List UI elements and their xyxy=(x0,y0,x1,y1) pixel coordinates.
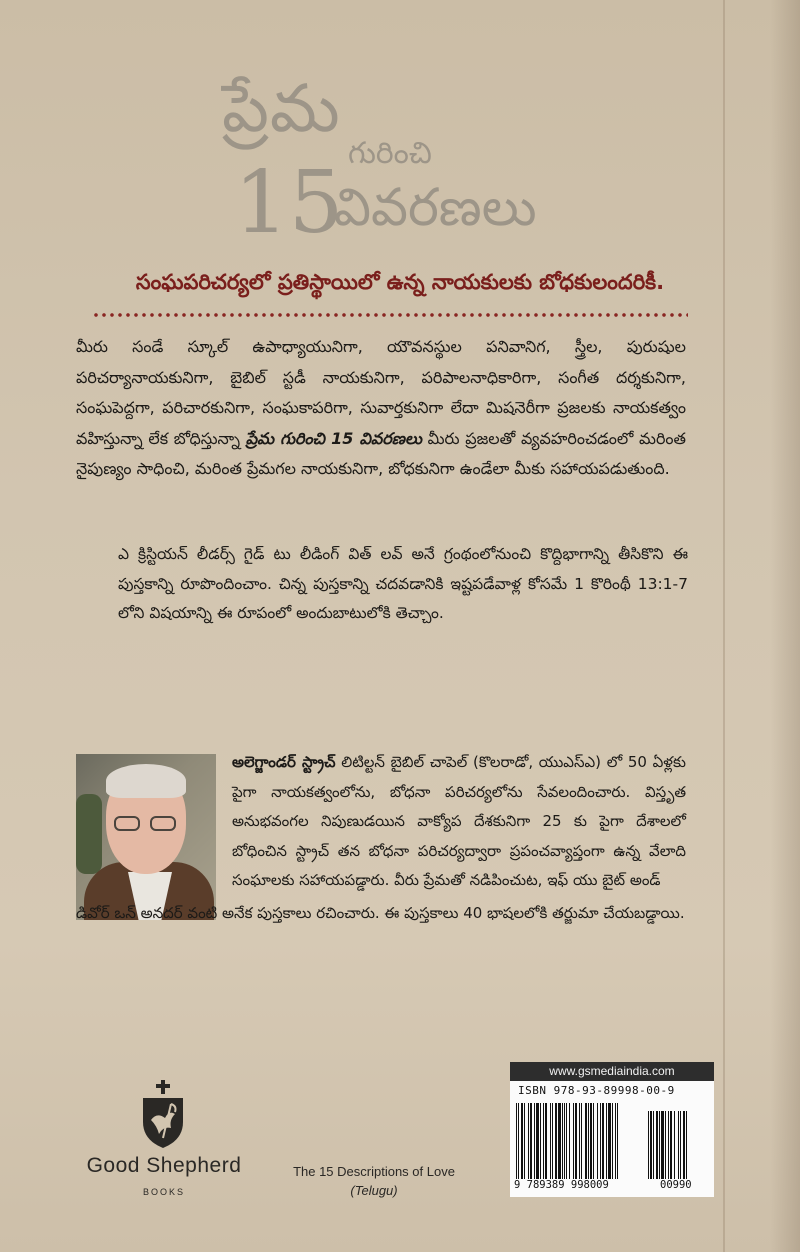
intro-paragraph xyxy=(76,332,686,485)
tagline: సంఘపరిచర్యలో ప్రతిస్థాయిలో ఉన్న నాయకులకు బోధకులందరికీ. xyxy=(135,270,665,294)
title-word-love: ప్రేమ xyxy=(222,70,341,147)
shepherd-shield-icon xyxy=(141,1080,185,1150)
source-paragraph: ఎ క్రిస్టియన్ లీడర్స్ గైడ్ టు లీడింగ్ విత్ లవ్ అనే గ్రంథంలోనుంచి కొద్దిభాగాన్ని తీసికొని ఈ పుస్తకాన్ని రూపొందించాం. చిన్న పుస్తకాన్ని చదవడానికి ఇష్టపడేవాళ్ల కోసమే 1 కొరింథీ 13:1-7 లోని విషయాన్ని ఈ రూపంలో అందుబాటులోకి తెచ్చాం. xyxy=(118,545,688,622)
barcode-addon xyxy=(648,1111,708,1179)
dotted-divider xyxy=(92,313,688,317)
english-subtitle: (Telugu) xyxy=(350,1183,398,1198)
english-title: The 15 Descriptions of Love xyxy=(293,1164,455,1179)
intro-text-end: మీరు ప్రజలతో వ్యవహరించడంలో మరింత నైపుణ్యం సాధించి, మరింత ప్రేమగల నాయకునిగా, బోధకునిగా ఉండేలా మీకు సహాయపడుతుంది. xyxy=(76,428,686,478)
website-label: www.gsmediaindia.com xyxy=(510,1062,714,1081)
barcode-digits: 9 789389 998009 xyxy=(514,1179,609,1191)
title-word-about: గురించి xyxy=(348,136,432,171)
publisher-subtitle: BOOKS xyxy=(142,1187,185,1197)
intro-book-title: ప్రేమ గురించి 15 వివరణలు xyxy=(245,428,422,448)
title-word-descriptions: వివరణలు xyxy=(334,178,537,238)
author-name: అలెగ్జాండర్ స్ట్రాచ్ xyxy=(232,753,336,771)
title-number: 15 xyxy=(234,153,344,253)
intro-text: మీరు సండే స్కూల్ ఉపాధ్యాయునిగా, యౌవనస్థుల పనివానిగ, స్త్రీల, పురుషుల పరిచర్యానాయకునిగా, బైబిల్ స్టడీ నాయకునిగా, పరిపాలనాధికారిగా, సంగీత దర్శకునిగా, సంఘపెద్దగా, పరిచారకునిగా, సంఘకాపరిగా, సువార్తకునిగా లేదా మిషనెరీగా ప్రజలకు నాయకత్వం వహిస్తున్నా లేక బోధిస్తున్నా xyxy=(76,337,686,448)
author-bio xyxy=(232,748,686,896)
author-bio-text: లిటిల్టన్ బైబిల్ చాపెల్ (కొలరాడో, యుఎస్ఎ) లో 50 ఏళ్లకు పైగా నాయకత్వంలోను, బోధనా పరిచర్యలోను సేవలందించారు. విస్తృత అనుభవంగల నిపుణుడయిన వాక్యోప దేశకునిగా 25 కు పైగా దేశాలలో బోధించిన స్ట్రాచ్ తన బోధనా పరిచర్యద్వారా ప్రపంచవ్యాప్తంగా ఉన్న వేలాది సంఘాలకు సహాయపడ్డారు. వీరు ప్రేమతో నడిపించుట, ఇఫ్ యు బైట్ అండ్ xyxy=(232,753,686,889)
cover-crease xyxy=(723,0,725,1252)
barcode-main xyxy=(516,1103,642,1179)
barcode-box xyxy=(510,1081,714,1197)
isbn-text: ISBN 978-93-89998-00-9 xyxy=(518,1084,675,1097)
barcode-addon-digits: 00990 xyxy=(660,1179,692,1191)
author-bio-continued: డివోర్ ఒన్ అనదర్ వంటి అనేక పుస్తకాలు రచించారు. ఈ పుస్తకాలు 40 భాషలలోకి తర్జుమా చేయబడ్డాయి. xyxy=(76,904,685,922)
publisher-name: Good Shepherd xyxy=(86,1154,242,1177)
edge-shadow xyxy=(770,0,800,1252)
author-photo xyxy=(76,754,216,920)
